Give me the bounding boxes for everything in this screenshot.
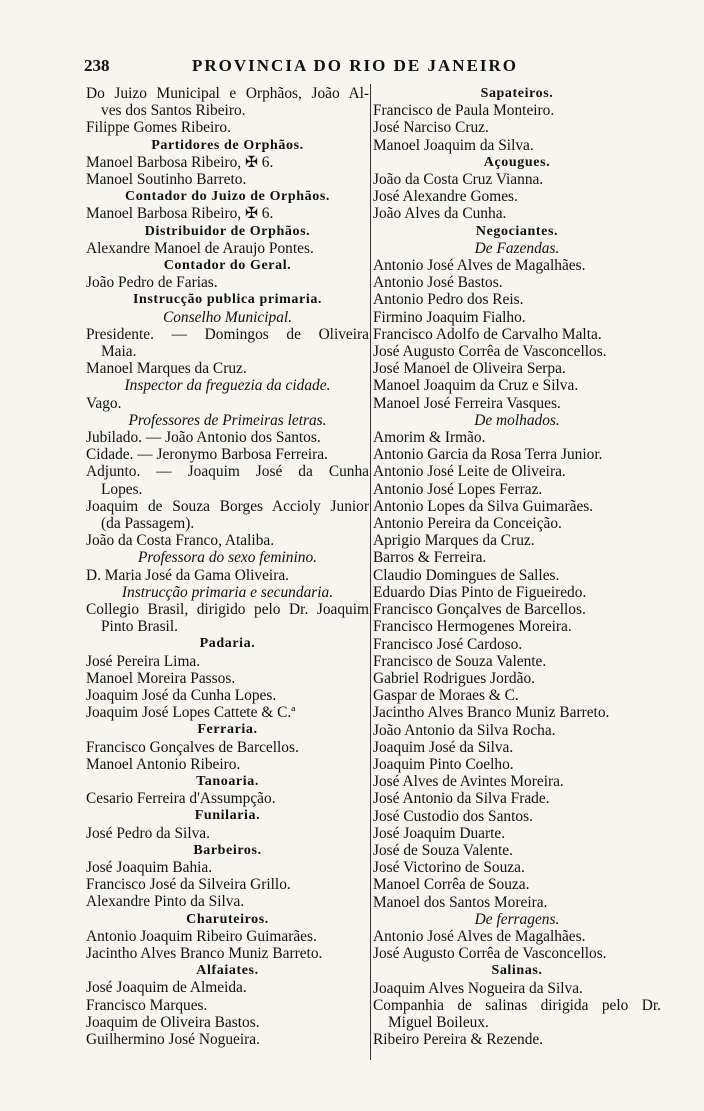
right-directory-entry: João Alves da Cunha. [373, 205, 507, 223]
left-section-heading: Barbeiros. [193, 842, 262, 858]
left-subsection-heading: Instrucção primaria e secundaria. [121, 583, 334, 601]
left-directory-entry: João Pedro de Farias. [86, 274, 218, 292]
left-directory-entry: José Pedro da Silva. [86, 824, 210, 842]
right-directory-entry: Francisco Hermogenes Moreira. [373, 618, 572, 636]
right-directory-entry: Barros & Ferreira. [373, 549, 487, 567]
left-directory-entry: Do Juizo Municipal e Orphãos, João Al- [86, 85, 369, 102]
right-directory-entry: Manoel Joaquim da Cruz e Silva. [373, 377, 579, 395]
right-directory-entry: José Alexandre Gomes. [373, 188, 518, 206]
right-directory-entry: Amorim & Irmão. [373, 429, 486, 447]
right-directory-entry: Companhia de salinas dirigida pelo Dr. [373, 996, 661, 1014]
right-directory-entry: Francisco Gonçalves de Barcellos. [373, 601, 586, 619]
right-directory-entry: José Augusto Corrêa de Vasconcellos. [373, 343, 607, 361]
right-directory-entry: José de Souza Valente. [373, 841, 513, 859]
left-directory-entry: Guilhermino José Nogueira. [86, 1031, 260, 1049]
left-directory-entry: Adjunto. — Joaquim José da Cunha [86, 463, 369, 481]
left-section-heading: Alfaiates. [196, 963, 259, 979]
left-directory-entry: Manoel Moreira Passos. [86, 669, 236, 687]
left-directory-entry: Francisco José da Silveira Grillo. [86, 876, 291, 894]
left-column [86, 85, 369, 1048]
left-directory-entry: Manoel Soutinho Barreto. [86, 171, 247, 188]
left-entry-continuation: Pinto Brasil. [101, 618, 178, 636]
left-section-heading: Distribuidor de Orphãos. [144, 223, 311, 239]
right-directory-entry: Francisco Adolfo de Carvalho Malta. [373, 325, 602, 343]
left-directory-entry: Manoel Antonio Ribeiro. [86, 755, 241, 773]
left-directory-entry: José Pereira Lima. [86, 652, 201, 670]
left-directory-entry: Filippe Gomes Ribeiro. [86, 119, 231, 137]
right-directory-entry: Antonio José Bastos. [373, 274, 503, 292]
left-directory-entry: Francisco Gonçalves de Barcellos. [86, 738, 299, 756]
left-directory-entry: Joaquim de Oliveira Bastos. [86, 1013, 260, 1031]
left-subsection-heading: Professores de Primeiras letras. [128, 411, 327, 429]
left-directory-entry: Manoel Barbosa Ribeiro, ✠ 6. [86, 153, 274, 171]
right-directory-entry: Joaquim José da Silva. [373, 738, 514, 756]
right-directory-entry: Manoel dos Santos Moreira. [373, 893, 548, 911]
right-directory-entry: Aprigio Marques da Cruz. [373, 532, 535, 550]
left-directory-entry: Joaquim de Souza Borges Accioly Junior [86, 497, 369, 515]
right-column [373, 85, 661, 1048]
right-directory-entry: João da Costa Cruz Vianna. [373, 171, 544, 189]
left-section-heading: Partidores de Orphãos. [151, 137, 304, 153]
right-directory-entry: Antonio Pereira da Conceição. [373, 515, 562, 533]
right-directory-entry: Manoel Joaquim da Silva. [373, 136, 534, 154]
right-directory-entry: José Augusto Corrêa de Vasconcellos. [373, 945, 607, 963]
right-directory-entry: Eduardo Dias Pinto de Figueiredo. [373, 583, 587, 601]
right-directory-entry: Manoel José Ferreira Vasques. [373, 394, 561, 412]
right-directory-entry: José Alves de Avintes Moreira. [373, 773, 564, 791]
right-subsection-heading: De ferragens. [474, 910, 560, 928]
left-directory-entry: Alexandre Pinto da Silva. [86, 893, 245, 911]
left-directory-entry: Manoel Barbosa Ribeiro, ✠ 6. [86, 205, 274, 223]
left-directory-entry: Alexandre Manoel de Araujo Pontes. [86, 239, 314, 257]
right-directory-entry: José Antonio da Silva Frade. [373, 790, 550, 808]
right-directory-entry: José Manoel de Oliveira Serpa. [373, 360, 566, 378]
right-section-heading: Açougues. [483, 154, 551, 170]
left-entry-continuation: Maia. [101, 343, 137, 361]
right-directory-entry: Antonio José Alves de Magalhães. [373, 927, 586, 945]
right-directory-entry: Firmino Joaquim Fialho. [373, 308, 526, 326]
page-header [84, 56, 660, 80]
right-directory-entry: Antonio José Leite de Oliveira. [373, 463, 566, 481]
left-directory-entry: Vago. [86, 394, 122, 412]
left-directory-entry: Jacintho Alves Branco Muniz Barreto. [86, 945, 323, 963]
right-directory-entry: José Joaquim Duarte. [373, 824, 506, 842]
left-section-heading: Contador do Juizo de Orphãos. [124, 189, 330, 205]
right-directory-entry: Joaquim Pinto Coelho. [373, 755, 514, 773]
column-divider [370, 84, 371, 1060]
left-directory-entry: Cidade. — Jeronymo Barbosa Ferreira. [86, 446, 328, 464]
right-directory-entry: José Narciso Cruz. [373, 119, 489, 137]
right-directory-entry: Antonio Garcia da Rosa Terra Junior. [373, 446, 603, 464]
left-directory-entry: Jubilado. — João Antonio dos Santos. [86, 429, 321, 447]
left-entry-continuation: (da Passagem). [101, 515, 195, 533]
left-directory-entry: Cesario Ferreira d'Assumpção. [86, 790, 276, 808]
left-entry-continuation: Lopes. [101, 480, 143, 498]
right-section-heading: Negociantes. [475, 223, 559, 239]
left-directory-entry: D. Maria José da Gama Oliveira. [86, 566, 290, 584]
right-subsection-heading: De Fazendas. [474, 239, 560, 257]
right-subsection-heading: De molhados. [474, 411, 560, 429]
left-directory-entry: Antonio Joaquim Ribeiro Guimarães. [86, 927, 317, 945]
left-subsection-heading: Professora do sexo feminino. [138, 549, 317, 567]
left-directory-entry: Manoel Marques da Cruz. [86, 360, 247, 378]
left-directory-entry: Francisco Marques. [86, 996, 208, 1014]
right-directory-entry: João Antonio da Silva Rocha. [373, 721, 556, 739]
running-title: PROVINCIA DO RIO DE JANEIRO [192, 56, 519, 75]
left-section-heading: Contador do Geral. [163, 258, 292, 274]
left-section-heading: Ferraria. [197, 722, 258, 738]
left-entry-continuation: ves dos Santos Ribeiro. [101, 102, 246, 120]
page-number: 238 [84, 56, 110, 75]
left-section-heading: Charuteiros. [186, 911, 269, 927]
right-section-heading: Sapateiros. [480, 86, 554, 101]
right-directory-entry: Francisco de Paula Monteiro. [373, 102, 555, 120]
left-section-heading: Funilaria. [194, 808, 261, 824]
right-directory-entry: Antonio José Alves de Magalhães. [373, 257, 586, 275]
right-directory-entry: José Custodio dos Santos. [373, 807, 533, 825]
right-directory-entry: Gaspar de Moraes & C. [373, 687, 519, 705]
left-subsection-heading: Conselho Municipal. [162, 308, 293, 326]
right-directory-entry: Antonio Lopes da Silva Guimarães. [373, 497, 594, 515]
left-directory-entry: José Joaquim de Almeida. [86, 979, 247, 997]
right-directory-entry: Antonio José Lopes Ferraz. [373, 480, 543, 498]
left-section-heading: Tanoaria. [196, 774, 259, 790]
right-directory-entry: Ribeiro Pereira & Rezende. [373, 1031, 544, 1049]
right-directory-entry: Francisco de Souza Valente. [373, 652, 547, 670]
left-directory-entry: Presidente. — Domingos de Oliveira [86, 325, 369, 343]
left-directory-entry: João da Costa Franco, Ataliba. [86, 532, 275, 550]
right-directory-entry: Manoel Corrêa de Souza. [373, 876, 530, 894]
right-directory-entry: Joaquim Alves Nogueira da Silva. [373, 979, 583, 997]
right-directory-entry: Jacintho Alves Branco Muniz Barreto. [373, 704, 610, 722]
left-directory-entry: Joaquim José da Cunha Lopes. [86, 687, 277, 705]
right-directory-entry: Gabriel Rodrigues Jordão. [373, 669, 535, 687]
right-directory-entry: Francisco José Cardoso. [373, 635, 523, 653]
right-directory-entry: Claudio Domingues de Salles. [373, 566, 560, 584]
left-section-heading: Padaria. [199, 636, 256, 652]
left-directory-entry: Joaquim José Lopes Cattete & C.ª [86, 704, 296, 722]
left-directory-entry: José Joaquim Bahia. [86, 859, 213, 877]
right-section-heading: Salinas. [491, 963, 543, 979]
right-directory-entry: Antonio Pedro dos Reis. [373, 291, 524, 309]
left-directory-entry: Collegio Brasil, dirigido pelo Dr. Joaquim [86, 601, 369, 619]
left-subsection-heading: Inspector da freguezia da cidade. [124, 377, 331, 395]
right-entry-continuation: Miguel Boileux. [388, 1013, 489, 1031]
left-section-heading: Instrucção publica primaria. [132, 292, 323, 308]
right-directory-entry: José Victorino de Souza. [373, 859, 525, 877]
